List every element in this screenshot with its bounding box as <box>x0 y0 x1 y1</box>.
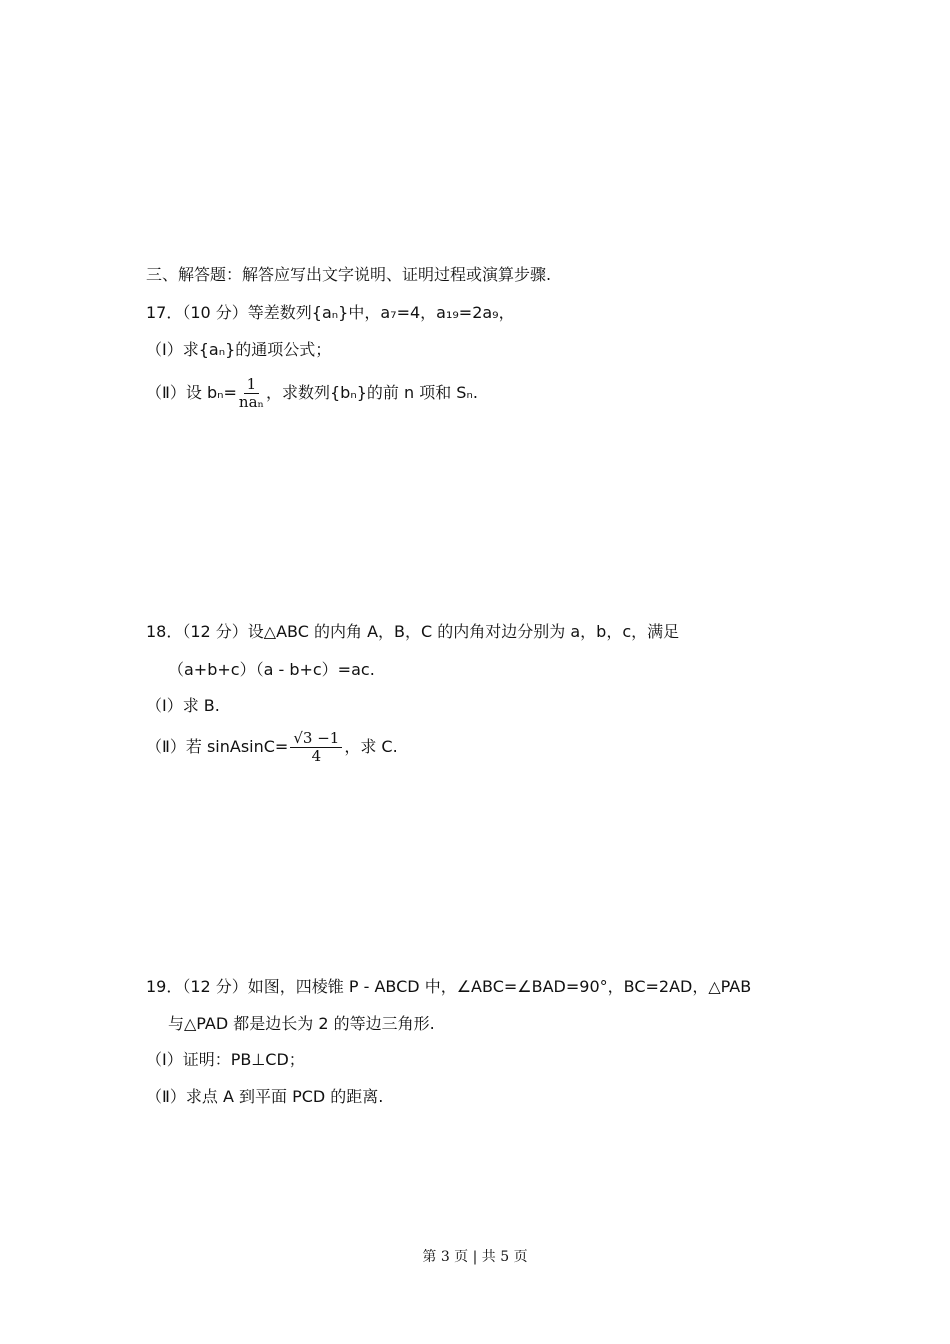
section-heading: 三、解答题：解答应写出文字说明、证明过程或演算步骤. <box>146 265 552 284</box>
fraction-denominator: 4 <box>311 747 322 765</box>
q17-stem: 17．（10 分）等差数列{aₙ}中，a₇=4，a₁₉=2a₉， <box>146 303 515 322</box>
q17-part2-prefix: （Ⅱ）设 bₙ= <box>146 383 237 402</box>
q18-stem: 18．（12 分）设△ABC 的内角 A，B，C 的内角对边分别为 a，b，c，满足 <box>146 622 680 641</box>
fraction-numerator: 1 <box>244 376 260 394</box>
q17-part1: （Ⅰ）求{aₙ}的通项公式； <box>146 340 332 359</box>
q17-fraction <box>239 376 264 411</box>
q18-part2-suffix: ，求 C. <box>344 737 398 756</box>
q19-condition: 与△PAD 都是边长为 2 的等边三角形. <box>168 1014 435 1033</box>
q18-part2 <box>146 730 398 765</box>
page-footer: 第 3 页 | 共 5 页 <box>422 1249 528 1265</box>
q17-part2-suffix: ，求数列{bₙ}的前 n 项和 Sₙ. <box>266 383 478 402</box>
fraction-denominator: naₙ <box>238 393 264 411</box>
q18-fraction <box>290 730 342 765</box>
q19-part2: （Ⅱ）求点 A 到平面 PCD 的距离. <box>146 1087 384 1106</box>
q18-condition: （a+b+c）（a - b+c）=ac. <box>168 660 375 679</box>
q19-stem: 19．（12 分）如图，四棱锥 P - ABCD 中，∠ABC=∠BAD=90°，BC=2AD，△PAB <box>146 977 752 996</box>
q19-part1: （Ⅰ）证明：PB⊥CD； <box>146 1050 305 1069</box>
q18-part1: （Ⅰ）求 B. <box>146 696 220 715</box>
fraction-numerator: √3 −1 <box>290 730 342 748</box>
q18-part2-prefix: （Ⅱ）若 sinAsinC= <box>146 737 289 756</box>
q17-part2 <box>146 376 478 411</box>
